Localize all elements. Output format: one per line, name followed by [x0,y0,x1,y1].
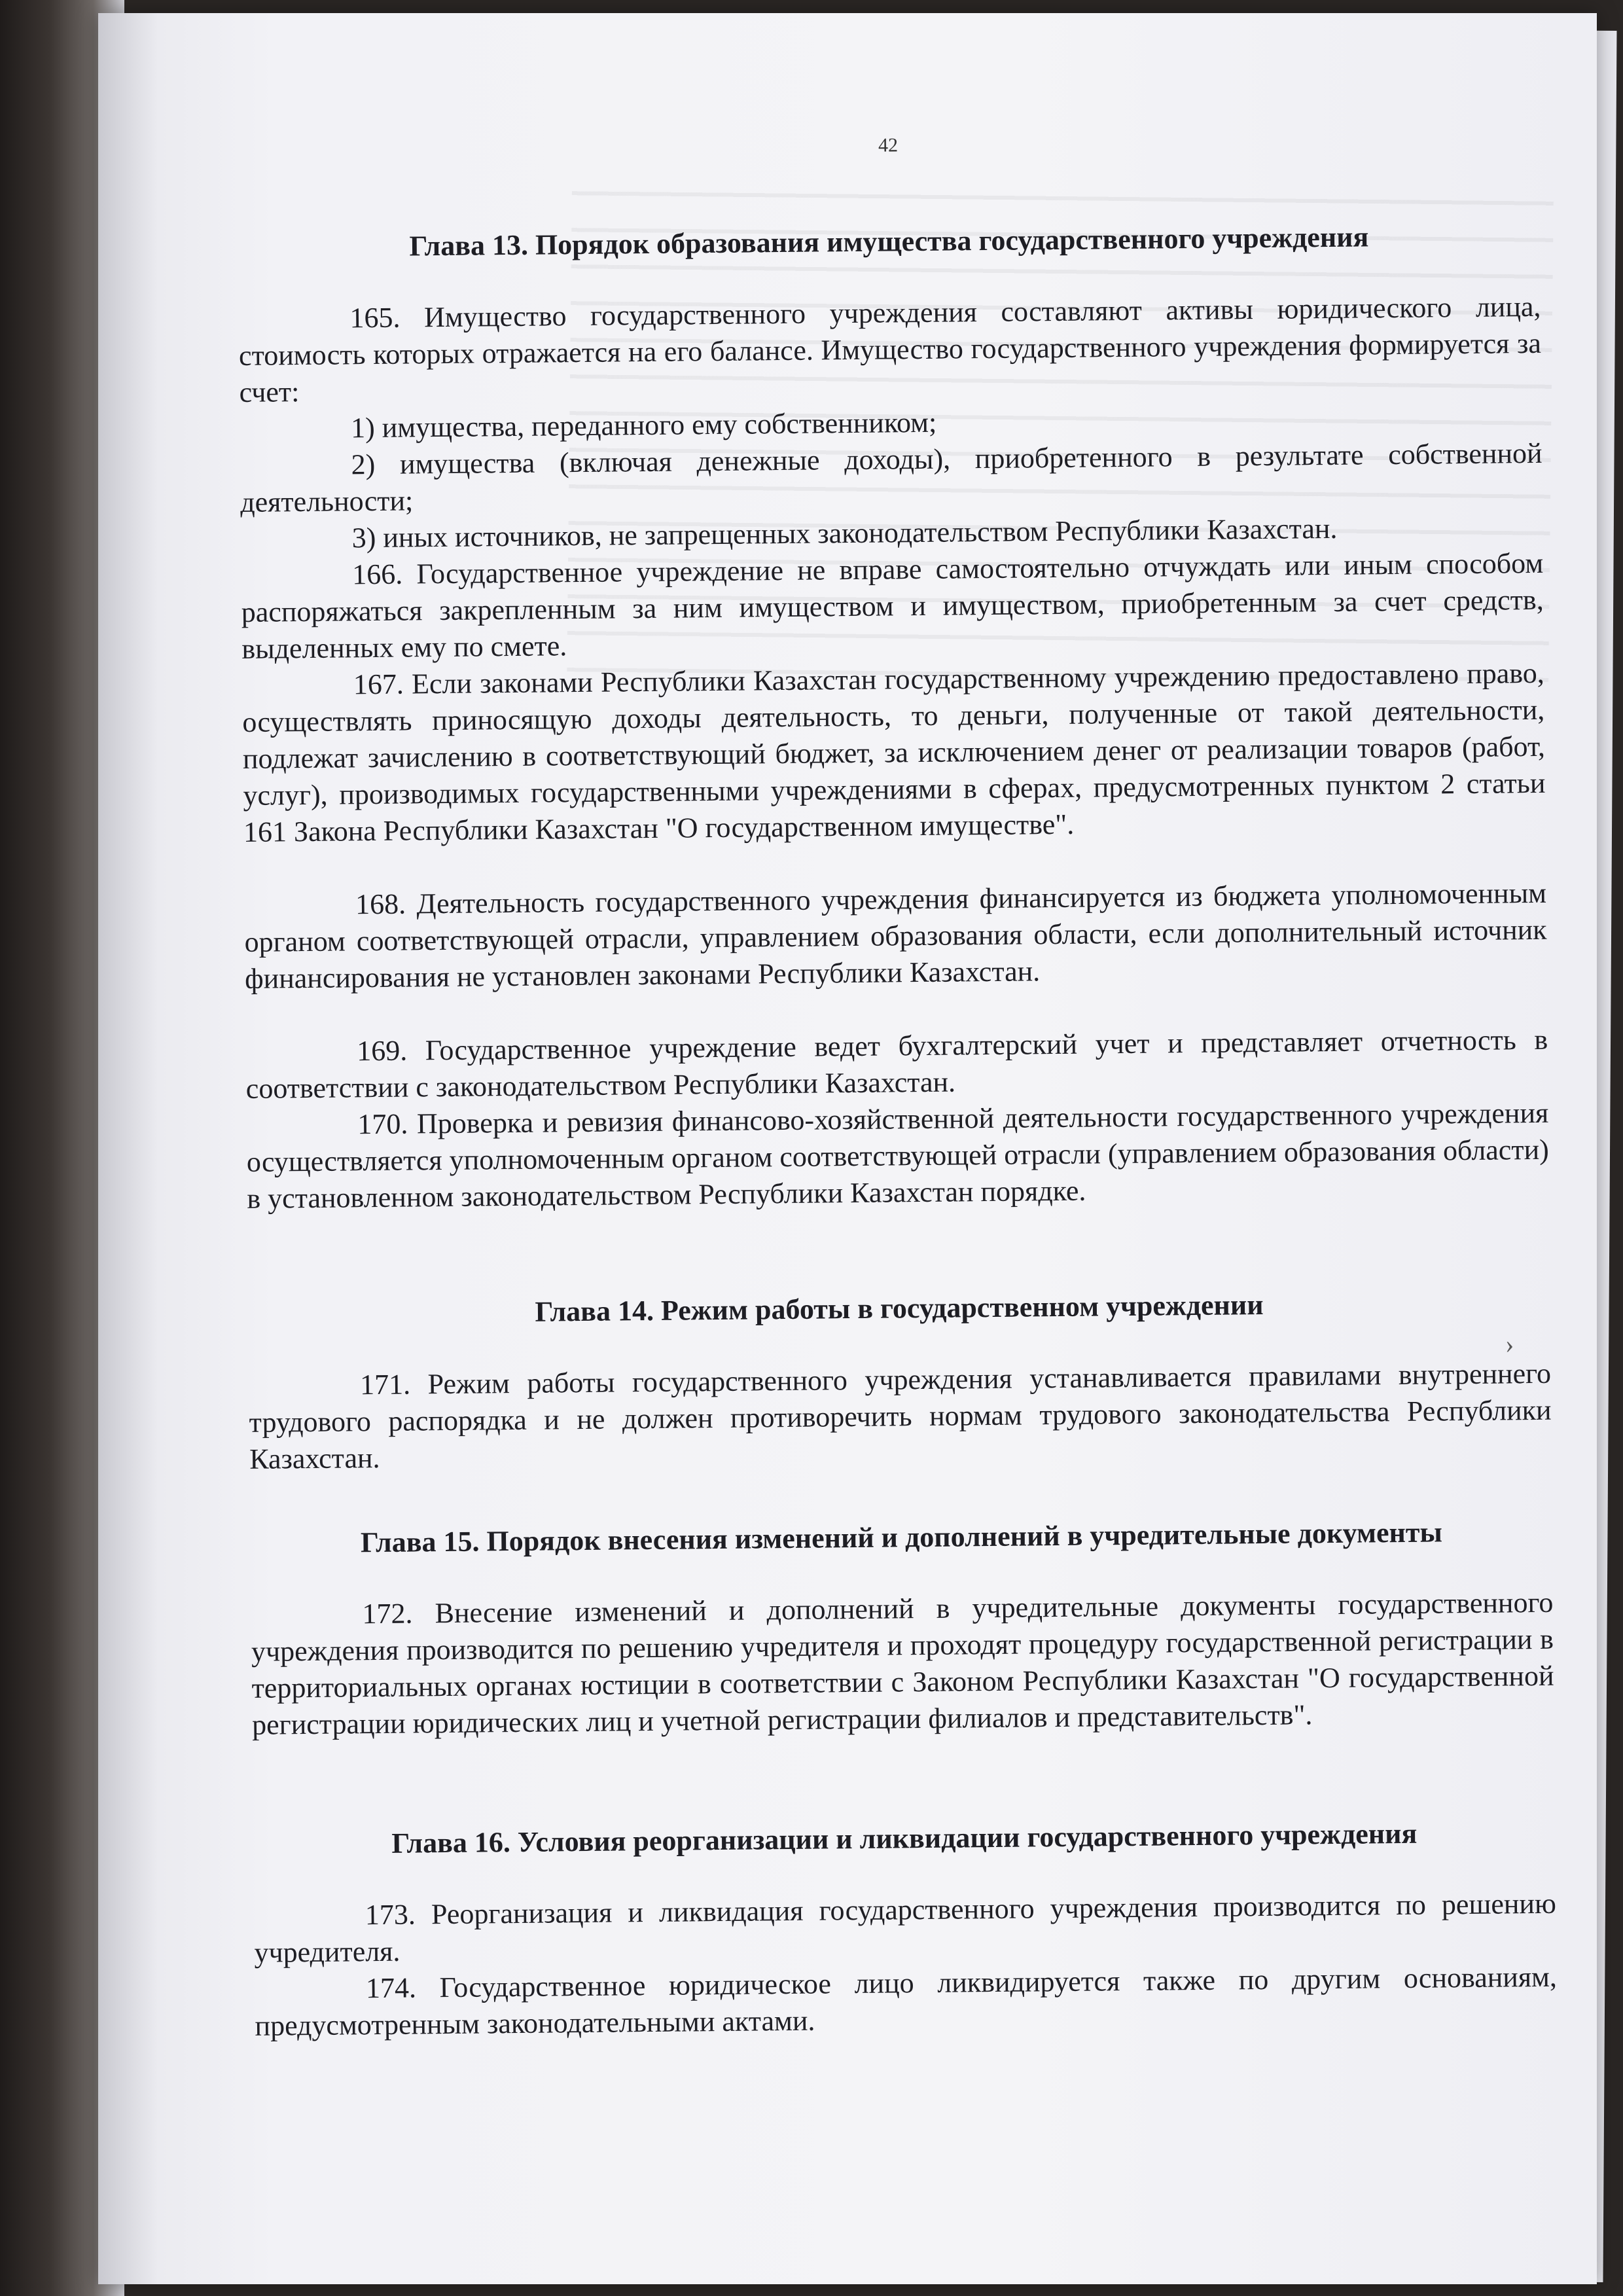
paragraph-168: 168. Деятельность государственного учреждения финансируется из бюджета уполномоченным органом соответствующей отрасли, управлением образования области, если дополнительный источник финансирования не установлен законами Республики Казахстан. [244,876,1547,995]
paragraph-165-item-2: 2) имущества (включая денежные доходы), приобретенного в результате собственной деятельности; [240,437,1543,518]
chapter-14-heading: Глава 14. Режим работы в государственном учреждении [535,1289,1264,1328]
paragraph-171: 171. Режим работы государственного учреждения устанавливается правилами внутреннего трудового распорядка и не должен противоречить нормам трудового законодательства Республики Казахстан. [249,1357,1552,1475]
paragraph-173: 173. Реорганизация и ликвидация государственного учреждения производится по решению учредителя. [254,1887,1557,1969]
paragraph-165-item-1: 1) имущества, переданного ему собственником; [350,406,937,444]
paragraph-167: 167. Если законами Республики Казахстан государственному учреждению предоставлено право, осуществлять приносящую доходы деятельность, то деньги, полученные от такой деятельности, подлежат зачислению в соответствующий бюджет, за исключением денег от реализации товаров (работ, услуг), производимых государственными учреждениями в сферах, предусмотренных пунктом 2 статьи 161 Закона Республики Казахстан "О государственном имуществе". [242,656,1546,848]
document-page [98,13,1597,2284]
page-content [236,1,1566,2238]
paragraph-169: 169. Государственное учреждение ведет бухгалтерский учет и представляет отчетность в соответствии с законодательством Республики Казахстан. [245,1023,1548,1105]
page-number: 42 [878,134,899,156]
chapter-13-heading: Глава 13. Порядок образования имущества государственного учреждения [409,221,1369,262]
chapter-15-heading: Глава 15. Порядок внесения изменений и дополнений в учредительные документы [360,1516,1443,1559]
chapter-16-heading: Глава 16. Условия реорганизации и ликвидации государственного учреждения [391,1817,1418,1859]
paragraph-174: 174. Государственное юридическое лицо ликвидируется также по другим основаниям, предусмотренным законодательными актами. [255,1960,1558,2042]
paragraph-166: 166. Государственное учреждение не вправе самостоятельно отчуждать или иным способом распоряжаться закрепленным за ним имуществом и имуществом, приобретенным за счет средств, выделенных ему по смете. [241,547,1544,665]
paragraph-170: 170. Проверка и ревизия финансово-хозяйственной деятельности государственного учреждения осуществляется уполномоченным органом соответствующей отрасли (управлением образования области) в установленном законодательством Республики Казахстан порядке. [246,1096,1549,1215]
paragraph-165-item-3: 3) иных источников, не запрещенных законодательством Республики Казахстан. [351,512,1338,554]
paragraph-165: 165. Имущество государственного учреждения составляют активы юридического лица, стоимость которых отражается на его балансе. Имущество государственного учреждения формируется за счет: [238,290,1542,408]
edge-mark: › [1505,1329,1514,1359]
paragraph-172: 172. Внесение изменений и дополнений в учредительные документы государственного учреждения производится по решению учредителя и проходят процедуру государственной регистрации в территориальных органах юстиции в соответствии с Законом Республики Казахстан "О государственной регистрации юридических лиц и учетной регистрации филиалов и представительств". [251,1586,1554,1741]
